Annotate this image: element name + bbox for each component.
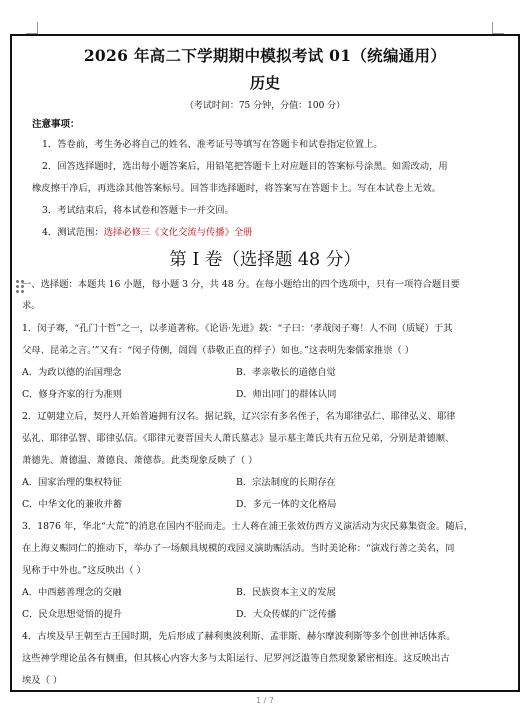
question-3-text: 在上海义赈同仁的推动下，举办了一场颇具规模的戏园义演助赈活动。当时美论称：“演戏行善之美名，同 bbox=[22, 543, 455, 554]
question-3-option-a[interactable]: A．中西慈善理念的交融 bbox=[22, 587, 122, 598]
crop-mark-top-right bbox=[492, 22, 504, 34]
note-scope-value: 选择必修三《文化交流与传播》全册 bbox=[103, 227, 253, 238]
exam-title: 2026 年高二下学期期中模拟考试 01（统编通用） bbox=[83, 46, 447, 65]
question-2-text: 2．辽朝建立后，契丹人开始普遍拥有汉名。据记载，辽兴宗有多名侄子，名为耶律弘仁、耶律弘义、耶律 bbox=[22, 411, 456, 422]
question-3-option-c[interactable]: C．民众思想觉悟的提升 bbox=[22, 609, 123, 620]
question-1-option-d[interactable]: D．师出同门的群体认同 bbox=[236, 389, 337, 400]
note-scope bbox=[42, 224, 252, 238]
question-3-option-b[interactable]: B．民族资本主义的发展 bbox=[236, 587, 336, 598]
section-intro: 求。 bbox=[22, 300, 41, 311]
question-4-text: 4．古埃及早王朝至古王国时期，先后形成了赫利奥波利斯、孟菲斯、赫尔摩波利斯等多个创世神话体系。 bbox=[22, 631, 456, 642]
note-item: 2．回答选择题时，选出每小题答案后，用铅笔把答题卡上对应题目的答案标号涂黑。如需改动，用 bbox=[42, 161, 448, 172]
question-2-option-a[interactable]: A．国家治理的集权特征 bbox=[22, 477, 122, 488]
question-4-text: 这些神学理论虽各有侧重，但其核心内容大多与太阳运行、尼罗河泛滥等自然现象紧密相连。这反映出古 bbox=[22, 653, 450, 664]
question-1-option-b[interactable]: B．孝亲敬长的道德自觉 bbox=[236, 367, 336, 378]
question-3-text: 见称于中外也。”这反映出（ ） bbox=[22, 565, 146, 576]
section-title: 第 I 卷（选择题 48 分） bbox=[169, 250, 361, 270]
question-2-option-c[interactable]: C．中华文化的兼收并蓄 bbox=[22, 499, 123, 510]
question-1-option-a[interactable]: A．为政以德的治国理念 bbox=[22, 367, 122, 378]
note-item: 橡皮擦干净后，再选涂其他答案标号。回答非选择题时，将答案写在答题卡上。写在本试卷上无效。 bbox=[32, 183, 442, 194]
question-2-option-b[interactable]: B．宗法制度的长期存在 bbox=[236, 477, 336, 488]
question-3-text: 3．1876 年，华北“大荒”的消息在国内不胫而走。士人蒋在浦王张效仿西方义演活动为灾民募集资金。随后， bbox=[22, 521, 474, 532]
question-1-text: 父母、昆弟之言。’”又有：“闵子侍侧，訚訚（恭敬正直的样子）如也。”这表明先秦儒家推崇（ ） bbox=[22, 345, 415, 356]
exam-subject: 历史 bbox=[249, 74, 280, 92]
note-item: 3．考试结束后，将本试卷和答题卡一并交回。 bbox=[42, 205, 234, 216]
question-2-text: 弘礼、耶律弘智、耶律弘信。《耶律元妻晋国夫人萧氏墓志》显示墓主萧氏共有五位兄弟，分别是萧德顺、 bbox=[22, 433, 455, 444]
question-4-text: 埃及（ ） bbox=[22, 675, 63, 686]
question-2-option-d[interactable]: D．多元一体的文化格局 bbox=[236, 499, 337, 510]
exam-meta: （考试时间：75 分钟，分值：100 分） bbox=[184, 101, 346, 111]
crop-mark-top-left bbox=[26, 22, 38, 34]
document-page bbox=[10, 34, 520, 692]
question-1-text: 1．闵子骞，“孔门十哲”之一，以孝道著称。《论语·先进》载：“子曰：‘孝哉闵子骞！人不间（质疑）于其 bbox=[22, 323, 453, 334]
page-number: 1 / 7 bbox=[256, 696, 274, 705]
note-item: 1．答卷前，考生务必将自己的姓名、准考证号等填写在答题卡和试卷指定位置上。 bbox=[42, 139, 383, 150]
question-3-option-d[interactable]: D．大众传媒的广泛传播 bbox=[236, 609, 337, 620]
note-scope-prefix: 4．测试范围： bbox=[42, 227, 104, 238]
question-2-text: 萧德先、萧德温、萧德良、萧德恭。此类现象反映了（ ） bbox=[22, 455, 258, 466]
question-1-option-c[interactable]: C．修身齐家的行为准则 bbox=[22, 389, 123, 400]
notes-title: 注意事项： bbox=[32, 119, 80, 130]
section-intro: 一、选择题：本题共 16 小题，每小题 3 分，共 48 分。在每小题给出的四个选项中，只有一项符合题目要 bbox=[22, 279, 460, 290]
